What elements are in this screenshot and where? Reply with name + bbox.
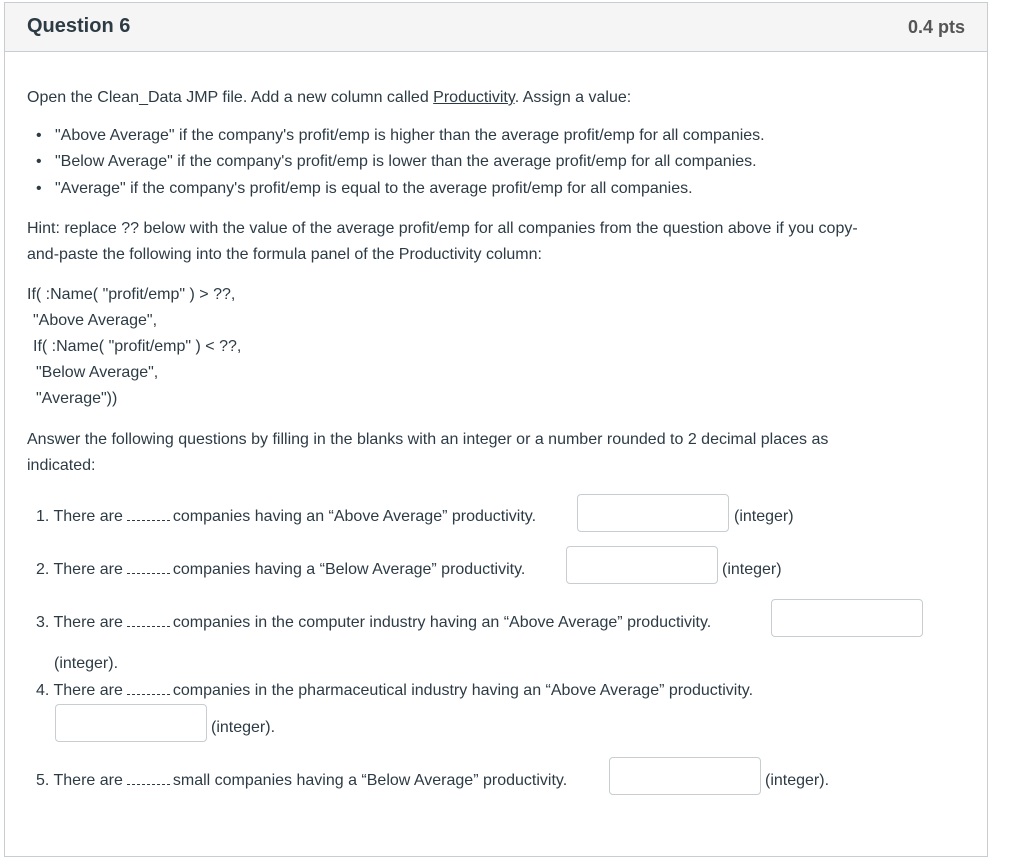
instructions-line-2: indicated: — [27, 457, 96, 474]
item-prefix: 5. There are — [36, 772, 123, 789]
formula-line-1: If( :Name( "profit/emp" ) > ??, — [27, 286, 236, 303]
blank-line — [127, 772, 170, 785]
item-prefix: 2. There are — [36, 561, 123, 578]
blank-line — [127, 682, 170, 695]
formula-line-4: "Below Average", — [36, 364, 159, 381]
item-text: companies having a “Below Average” productivity. — [172, 561, 526, 578]
item-4-suffix: (integer). — [211, 719, 276, 736]
answer-5-input[interactable] — [609, 757, 761, 795]
answer-1-input[interactable] — [577, 494, 729, 532]
bullet-below-average: "Below Average" if the company's profit/emp is lower than the average profit/emp for all companies. — [55, 153, 757, 170]
hint-line-2: and-paste the following into the formula panel of the Productivity column: — [27, 246, 542, 263]
blank-line — [127, 508, 170, 521]
bullet-dot: • — [36, 127, 42, 144]
item-4 — [36, 678, 753, 704]
item-text: companies in the pharmaceutical industry having an “Above Average” productivity. — [172, 682, 754, 699]
item-1 — [36, 504, 536, 530]
formula-line-3: If( :Name( "profit/emp" ) < ??, — [33, 338, 242, 355]
bullet-average: "Average" if the company's profit/emp is equal to the average profit/emp for all companies. — [55, 180, 693, 197]
item-prefix: 1. There are — [36, 508, 123, 525]
bullet-above-average: "Above Average" if the company's profit/emp is higher than the average profit/emp for all companies. — [55, 127, 765, 144]
intro-after: . Assign a value: — [514, 89, 632, 106]
item-3-suffix: (integer). — [54, 655, 119, 672]
instructions-line-1: Answer the following questions by filling in the blanks with an integer or a number rounded to 2 decimal places as — [27, 431, 829, 448]
hint-line-1: Hint: replace ?? below with the value of the average profit/emp for all companies from the question above if you copy- — [27, 220, 858, 237]
bullet-dot: • — [36, 180, 42, 197]
productivity-link: Productivity — [433, 89, 515, 106]
item-5-suffix: (integer). — [765, 772, 830, 789]
answer-4-input[interactable] — [55, 704, 207, 742]
formula-line-2: "Above Average", — [33, 312, 158, 329]
answer-2-input[interactable] — [566, 546, 718, 584]
question-title: Question 6 — [27, 15, 131, 37]
item-2 — [36, 557, 525, 583]
answer-3-input[interactable] — [771, 599, 923, 637]
item-prefix: 4. There are — [36, 682, 123, 699]
item-1-suffix: (integer) — [734, 508, 794, 525]
blank-line — [127, 614, 170, 627]
question-points: 0.4 pts — [907, 17, 965, 37]
item-3 — [36, 610, 711, 636]
item-prefix: 3. There are — [36, 614, 123, 631]
intro-before: Open the Clean_Data JMP file. Add a new column called — [27, 89, 434, 106]
intro-text — [27, 85, 631, 111]
formula-line-5: "Average")) — [36, 390, 118, 407]
item-text: companies having an “Above Average” productivity. — [172, 508, 537, 525]
item-text: small companies having a “Below Average” productivity. — [172, 772, 568, 789]
question-header — [5, 3, 987, 52]
item-5 — [36, 768, 567, 794]
item-2-suffix: (integer) — [722, 561, 782, 578]
bullet-dot: • — [36, 153, 42, 170]
blank-line — [127, 561, 170, 574]
item-text: companies in the computer industry having an “Above Average” productivity. — [172, 614, 712, 631]
